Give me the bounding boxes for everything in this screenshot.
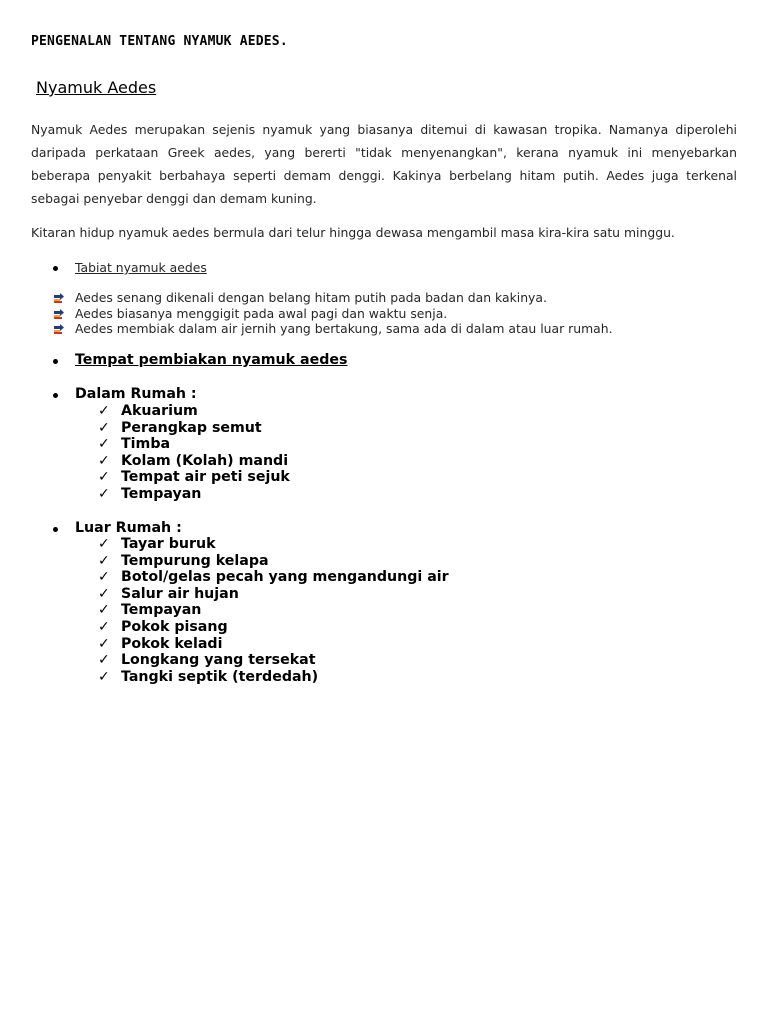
list-item [98, 469, 290, 486]
bullet-dot-icon [53, 393, 58, 398]
indoor-item-text: Akuarium [121, 403, 198, 419]
habits-label: Tabiat nyamuk aedes [75, 260, 207, 275]
checkmark-icon: ✓ [98, 552, 110, 569]
bullet-dot-icon [53, 266, 58, 271]
habit-text: Aedes membiak dalam air jernih yang bertakung, sama ada di dalam atau luar rumah. [75, 321, 613, 336]
bullet-dot-icon [53, 359, 58, 364]
checkmark-icon: ✓ [98, 618, 110, 635]
list-item [98, 652, 449, 669]
list-item [98, 403, 290, 420]
indoor-list [98, 403, 290, 503]
checkmark-icon: ✓ [98, 635, 110, 652]
indoor-item-text: Tempayan [121, 485, 202, 502]
outdoor-item-text: Botol/gelas pecah yang mengandungi air [121, 569, 449, 586]
section-heading: Nyamuk Aedes [36, 78, 157, 97]
outdoor-list [98, 536, 449, 685]
list-item [98, 486, 290, 503]
intro-paragraph: Nyamuk Aedes merupakan sejenis nyamuk yang biasanya ditemui di kawasan tropika. Namanya diperolehi daripada perkataan Greek aedes, yang bererti "tidak menyenangkan", kerana nyamuk ini menyebarkan beberapa penyakit berbahaya seperti demam denggi. Kakinya berbelang hitam putih. Aedes juga terkenal sebagai penyebar denggi dan demam kuning. [31, 122, 737, 206]
breeding-label: Tempat pembiakan nyamuk aedes [75, 352, 348, 368]
lifecycle-paragraph: Kitaran hidup nyamuk aedes bermula dari telur hingga dewasa mengambil masa kira-kira satu minggu. [31, 225, 675, 240]
arrow-bullet-icon [53, 309, 65, 319]
checkmark-icon: ✓ [98, 569, 110, 586]
indoor-item-text: Perangkap semut [121, 419, 262, 436]
list-item [98, 569, 449, 586]
outdoor-item-text: Tempayan [121, 602, 202, 619]
arrow-bullet-icon [53, 324, 65, 334]
checkmark-icon: ✓ [98, 436, 110, 453]
habit-text: Aedes senang dikenali dengan belang hitam putih pada badan dan kakinya. [75, 290, 547, 305]
outdoor-item-text: Salur air hujan [121, 585, 239, 602]
outdoor-item-text: Tangki septik (terdedah) [121, 668, 319, 685]
outdoor-item-text: Tempurung kelapa [121, 552, 269, 569]
list-item [98, 669, 449, 686]
outdoor-item-text: Tayar buruk [121, 536, 216, 552]
indoor-label: Dalam Rumah : [75, 386, 197, 402]
habits-list [53, 290, 613, 337]
checkmark-icon: ✓ [98, 602, 110, 619]
list-item [98, 602, 449, 619]
list-item [98, 553, 449, 570]
checkmark-icon: ✓ [98, 485, 110, 502]
indoor-item-text: Timba [121, 436, 171, 453]
outdoor-item-text: Longkang yang tersekat [121, 652, 316, 669]
list-item [98, 453, 290, 470]
list-item [53, 321, 613, 337]
checkmark-icon: ✓ [98, 469, 110, 486]
checkmark-icon: ✓ [98, 536, 110, 552]
list-item [98, 420, 290, 437]
outdoor-label: Luar Rumah : [75, 520, 182, 536]
indoor-item-text: Kolam (Kolah) mandi [121, 452, 289, 469]
list-item [98, 436, 290, 453]
outdoor-item-text: Pokok keladi [121, 635, 223, 652]
habit-text: Aedes biasanya menggigit pada awal pagi dan waktu senja. [75, 305, 448, 321]
list-item [98, 586, 449, 603]
checkmark-icon: ✓ [98, 585, 110, 602]
indoor-item-text: Tempat air peti sejuk [121, 469, 290, 486]
list-item [98, 636, 449, 653]
checkmark-icon: ✓ [98, 668, 110, 685]
list-item [53, 306, 613, 322]
checkmark-icon: ✓ [98, 452, 110, 469]
checkmark-icon: ✓ [98, 419, 110, 436]
arrow-bullet-icon [53, 293, 65, 303]
list-item [53, 290, 613, 306]
list-item [98, 619, 449, 636]
list-item [98, 536, 449, 553]
checkmark-icon: ✓ [98, 403, 110, 419]
outdoor-item-text: Pokok pisang [121, 618, 228, 635]
bullet-dot-icon [53, 527, 58, 532]
document-title: PENGENALAN TENTANG NYAMUK AEDES. [31, 34, 288, 49]
checkmark-icon: ✓ [98, 652, 110, 669]
